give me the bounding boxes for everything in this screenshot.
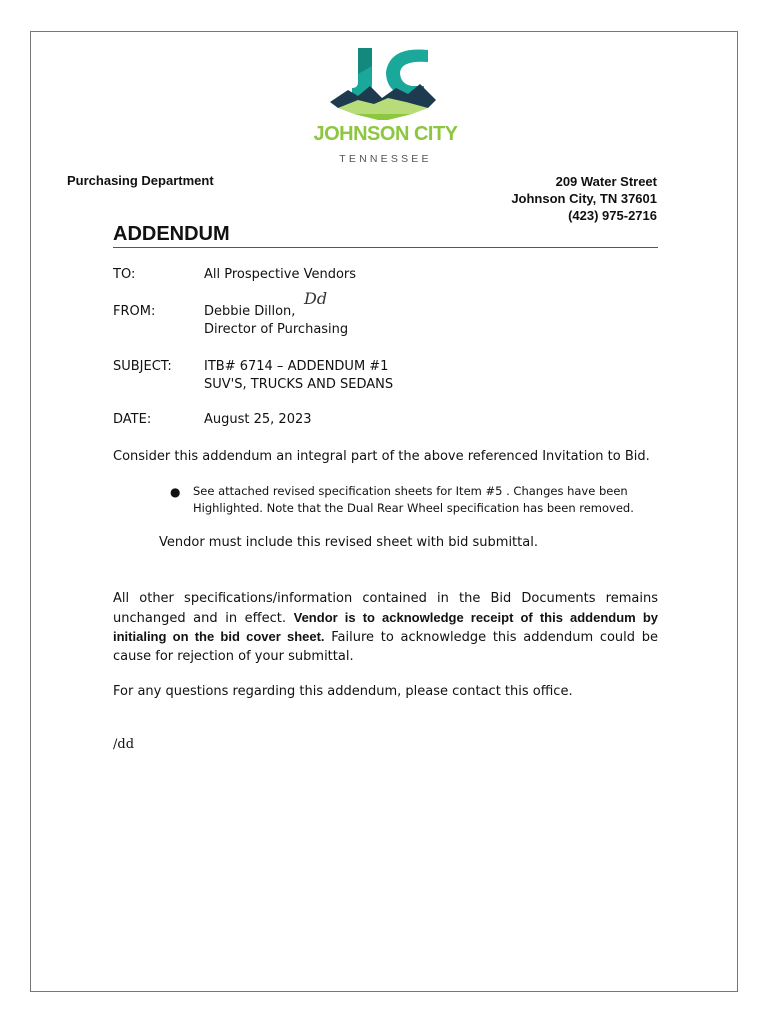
from-label: FROM: bbox=[113, 304, 156, 319]
office-address bbox=[511, 173, 657, 224]
title-divider bbox=[113, 247, 658, 248]
jc-mountain-logo-icon bbox=[328, 44, 438, 122]
contact-paragraph: For any questions regarding this addendum, please contact this office. bbox=[113, 684, 573, 699]
address-phone: (423) 975-2716 bbox=[568, 208, 657, 223]
typist-initials: /dd bbox=[113, 737, 135, 752]
bullet-line-2: Highlighted. Note that the Dual Rear Wheel specification has been removed. bbox=[193, 501, 634, 515]
from-name: Debbie Dillon, bbox=[204, 304, 296, 319]
acknowledgement-paragraph bbox=[113, 590, 658, 666]
department-name: Purchasing Department bbox=[67, 173, 214, 188]
logo-city-name: JOHNSON CITY bbox=[313, 123, 458, 145]
signature-initials: Dd bbox=[304, 289, 328, 308]
date-value: August 25, 2023 bbox=[204, 412, 312, 427]
date-label: DATE: bbox=[113, 412, 152, 427]
to-value: All Prospective Vendors bbox=[204, 267, 357, 282]
subject-line-1: ITB# 6714 – ADDENDUM #1 bbox=[204, 359, 389, 374]
from-title: Director of Purchasing bbox=[204, 322, 349, 337]
paragraph-end: Failure to acknowledge this addendum could be cause for rejection of your submittal. bbox=[113, 630, 659, 664]
bullet-dot-icon: ● bbox=[170, 485, 181, 499]
intro-paragraph: Consider this addendum an integral part of the above referenced Invitation to Bid. bbox=[113, 449, 650, 464]
subject-line-2: SUV'S, TRUCKS AND SEDANS bbox=[204, 377, 394, 392]
paragraph-start: All other specifications/information contained in the Bid Documents remains unchanged and in effect. bbox=[113, 591, 658, 626]
subject-label: SUBJECT: bbox=[113, 359, 172, 374]
vendor-notice: Vendor must include this revised sheet with bid submittal. bbox=[159, 535, 538, 550]
logo-state-name: TENNESSEE bbox=[339, 153, 432, 165]
to-label: TO: bbox=[113, 267, 136, 282]
address-street: 209 Water Street bbox=[555, 174, 657, 189]
bullet-item bbox=[193, 483, 658, 517]
address-city: Johnson City, TN 37601 bbox=[511, 191, 657, 206]
document-title: ADDENDUM bbox=[113, 223, 230, 245]
paragraph-bold: Vendor is to acknowledge receipt of this addendum by initialing on the bid cover sheet. bbox=[113, 609, 658, 644]
johnson-city-logo bbox=[298, 44, 473, 166]
bullet-line-1: See attached revised specification sheets for Item #5 . Changes have been bbox=[193, 484, 628, 498]
